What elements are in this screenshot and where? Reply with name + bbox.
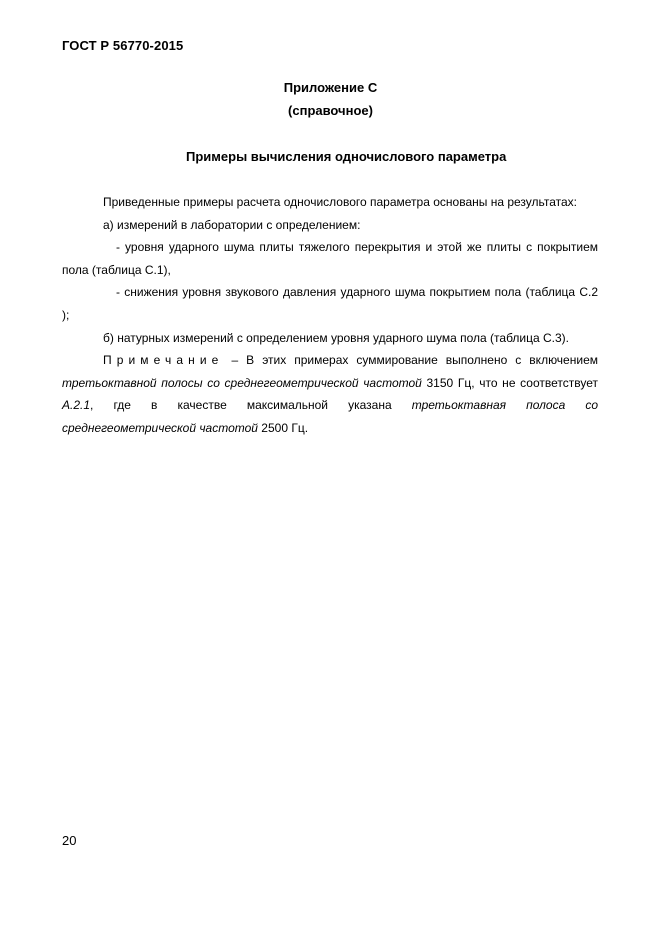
note-paragraph: [62, 349, 598, 439]
note-text-1: В этих примерах суммирование выполнено с включением: [246, 353, 598, 368]
note-label: Примечание: [103, 353, 224, 368]
list-item-a: а) измерений в лаборатории с определением:: [103, 217, 361, 232]
intro-paragraph: Приведенные примеры расчета одночислового параметра основаны на результатах:: [103, 195, 577, 209]
body-text: [62, 191, 598, 440]
page-number: 20: [62, 833, 77, 848]
note-text-4: 2500 Гц.: [257, 420, 309, 435]
standard-code: ГОСТ Р 56770-2015: [62, 38, 184, 53]
list-item-a-1: - уровня ударного шума плиты тяжелого перекрытия и этой же плиты с покрытием пола (таблица С.1),: [62, 240, 598, 277]
appendix-title: Приложение С: [283, 80, 378, 95]
note-italic-1: третьоктавной полосы со среднегеометрической частотой: [62, 375, 422, 390]
note-italic-2: А.2.1: [62, 398, 91, 413]
list-item-b: б) натурных измерений с определением уровня ударного шума пола (таблица С.3).: [103, 330, 570, 345]
appendix-subtitle: (справочное): [288, 103, 373, 118]
note-italic-3: третьоктавная полоса со среднегеометрической частотой: [62, 398, 598, 435]
note-dash: –: [223, 353, 247, 368]
note-text-3: , где в качестве максимальной указана: [90, 398, 412, 413]
list-item-a-2: - снижения уровня звукового давления ударного шума покрытием пола (таблица С.2 );: [62, 285, 598, 322]
note-text-2: 3150 Гц, что не соответствует: [421, 375, 598, 390]
section-title: Примеры вычисления одночислового параметра: [186, 149, 507, 164]
